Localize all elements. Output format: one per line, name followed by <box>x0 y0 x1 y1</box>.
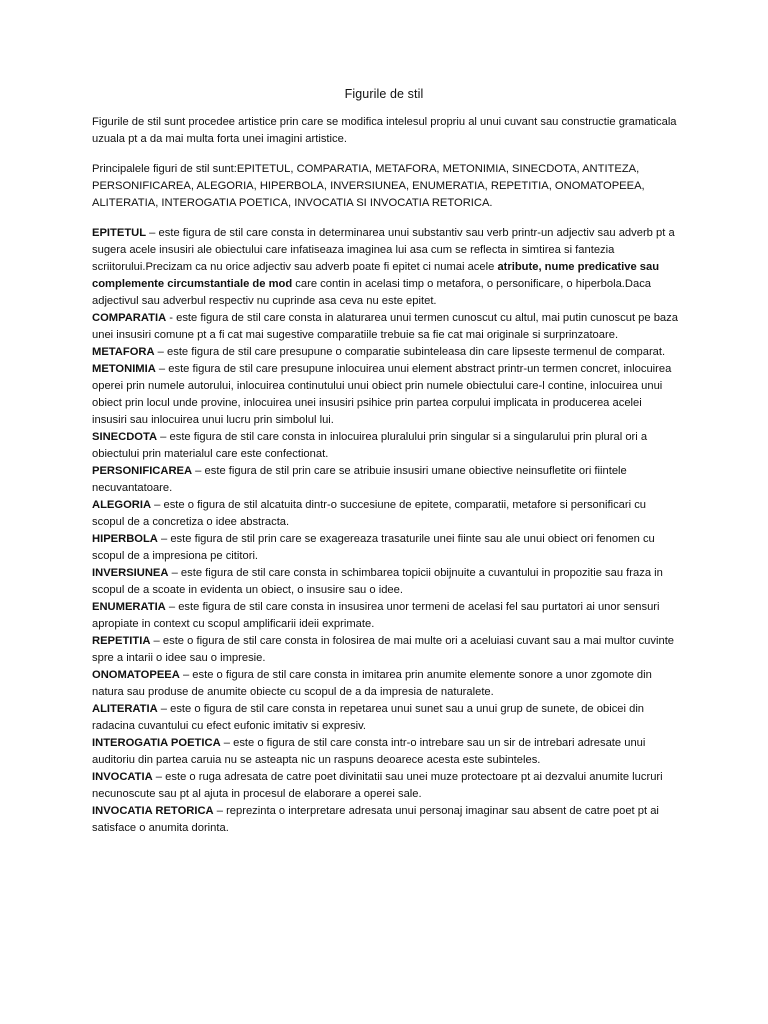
definition-inversiunea <box>92 565 678 599</box>
definition-text: – este figura de stil prin care se exagereaza trasaturile unei fiinte sau ale unui obiect ori fenomen cu scopul de a impresiona pe cititori. <box>92 533 655 562</box>
definition-term: METAFORA <box>92 346 155 358</box>
definition-text: – este o figura de stil care consta in imitarea prin anumite elemente sonore a unor zgomote din natura sau produse de anumite obiecte cu scopul de a da impresia de naturalete. <box>92 669 652 698</box>
definition-text: – este figura de stil prin care se atribuie insusiri umane obiective neinsufletite ori fiintele necuvantatoare. <box>92 465 627 494</box>
definition-alegoria <box>92 497 678 531</box>
definition-text: – este o ruga adresata de catre poet divinitatii sau unei muze protectoare pt ai dezvalui anumite lucruri necunoscute sau pt al ajuta in procesul de elaborare a operei sale. <box>92 771 663 800</box>
definition-text: – este figura de stil care consta in schimbarea topicii obijnuite a cuvantului in propozitie sau fraza in scopul de a scoate in evidenta un obiect, o insusire sau o idee. <box>92 567 663 596</box>
definition-comparatia <box>92 310 678 344</box>
definition-emphasis: atribute, nume predicative sau complemente circumstantiale de mod <box>92 261 660 290</box>
definition-text: – este figura de stil care consta in inlocuirea pluralului prin singular si a singularului prin plural ori a obiectului prin materialul care este confectionat. <box>92 431 648 460</box>
definition-text: – reprezinta o interpretare adresata unui personaj imaginar sau absent de catre poet pt ai satisface o anumita dorinta. <box>92 805 659 834</box>
definition-repetitia <box>92 633 678 667</box>
definition-personificarea <box>92 463 678 497</box>
document-body <box>92 114 678 837</box>
definition-term: METONIMIA <box>92 363 156 375</box>
definition-onomatopeea <box>92 667 678 701</box>
definition-text: – este figura de stil care presupune inlocuirea unui element abstract printr-un termen concret, inlocuirea operei prin numele autorului, inlocuirea continutului unui obiect prin numele obiectului care-l contine, inlocuirea unui obiect prin locul unde provine, inlocuirea unei insusiri psihice prin partea corpului implicata in producerea acelei insusiri sau inlocuirea unui lucru prin simbolul lui. <box>92 363 672 426</box>
definition-metonimia <box>92 361 678 429</box>
definition-epitet <box>92 225 678 310</box>
definition-invocatia <box>92 769 678 803</box>
definition-term: INVOCATIA <box>92 771 153 783</box>
intro-paragraph: Figurile de stil sunt procedee artistice prin care se modifica intelesul propriu al unui cuvant sau constructie gramaticala uzuala pt a da mai multa forta unei imagini artistice. <box>92 116 677 145</box>
definition-term: COMPARATIA <box>92 312 167 324</box>
definition-text: – este o figura de stil care consta intr-o intrebare sau un sir de intrebari adresate unui auditoriu din partea caruia nu se asteapta nic un raspuns deoarece acesta este subinteles. <box>92 737 646 766</box>
definition-hiperbola <box>92 531 678 565</box>
definition-term: ENUMERATIA <box>92 601 166 613</box>
definition-text: – este figura de stil care presupune o comparatie subinteleasa din care lipseste termenul de comparat. <box>154 346 666 358</box>
definition-term: ONOMATOPEEA <box>92 669 180 681</box>
definition-text: – este figura de stil care consta in determinarea unui substantiv sau verb printr-un adjectiv sau adverb pt a sugera acele insusiri ale obiectului care infatiseaza imaginea lui asa cum se reflecta in simtirea si fantezia scriitorului.Precizam ca nu orice adjectiv sau adverb poate fi epitet ci numai acele <box>92 227 675 273</box>
definition-text: care contin in acelasi timp o metafora, o personificare, o hiperbola.Daca adjectivul sau adverbul respectiv nu cuprinde asa ceva nu este epitet. <box>92 278 652 307</box>
definition-term: INTEROGATIA POETICA <box>92 737 221 749</box>
definition-term: SINECDOTA <box>92 431 158 443</box>
definition-term: EPITETUL <box>92 227 147 239</box>
definition-aliteratia <box>92 701 678 735</box>
definition-term: ALEGORIA <box>92 499 152 511</box>
definition-term: INVOCATIA RETORICA <box>92 805 214 817</box>
definition-invocatia-retorica <box>92 803 678 837</box>
paragraph-gap <box>92 212 678 225</box>
definition-text: – este o figura de stil care consta in repetarea unui sunet sau a unui grup de sunete, de obicei din radacina cuvantului cu efect eufonic imitativ si expresiv. <box>92 703 645 732</box>
definition-interogatia-poetica <box>92 735 678 769</box>
definition-term: HIPERBOLA <box>92 533 158 545</box>
paragraph-gap <box>92 148 678 161</box>
page-title: Figurile de stil <box>344 87 424 101</box>
definition-text: – este figura de stil care consta in insusirea unor termeni de acelasi fel sau purtatori ai unor sensuri apropiate in context cu scopul amplificarii ideii exprimate. <box>92 601 660 630</box>
list-intro-paragraph: Principalele figuri de stil sunt:EPITETUL, COMPARATIA, METAFORA, METONIMIA, SINECDOTA, ANTITEZA, PERSONIFICAREA, ALEGORIA, HIPERBOLA, INVERSIUNEA, ENUMERATIA, REPETITIA, ONOMATOPEEA, ALITERATIA, INTEROGATIA POETICA, INVOCATIA SI INVOCATIA RETORICA. <box>92 163 645 209</box>
definition-term: PERSONIFICAREA <box>92 465 193 477</box>
definition-term: ALITERATIA <box>92 703 158 715</box>
definition-term: REPETITIA <box>92 635 151 647</box>
definition-metafora <box>92 344 678 361</box>
definition-text: - este figura de stil care consta in alaturarea unui termen cunoscut cu altul, mai putin cunoscut pe baza unei insusiri comune pt a fi cat mai sugestive comparatiile trebuie sa fie cat mai originale si surprinzatoare. <box>92 312 678 341</box>
definition-enumeratia <box>92 599 678 633</box>
definition-text: – este o figura de stil alcatuita dintr-o succesiune de epitete, comparatii, metafore si personificari cu scopul de a concretiza o idee abstracta. <box>92 499 647 528</box>
definition-sinecdota <box>92 429 678 463</box>
definition-text: – este o figura de stil care consta in folosirea de mai multe ori a aceluiasi cuvant sau a mai multor cuvinte spre a intarii o idee sau o impresie. <box>92 635 675 664</box>
definition-term: INVERSIUNEA <box>92 567 169 579</box>
